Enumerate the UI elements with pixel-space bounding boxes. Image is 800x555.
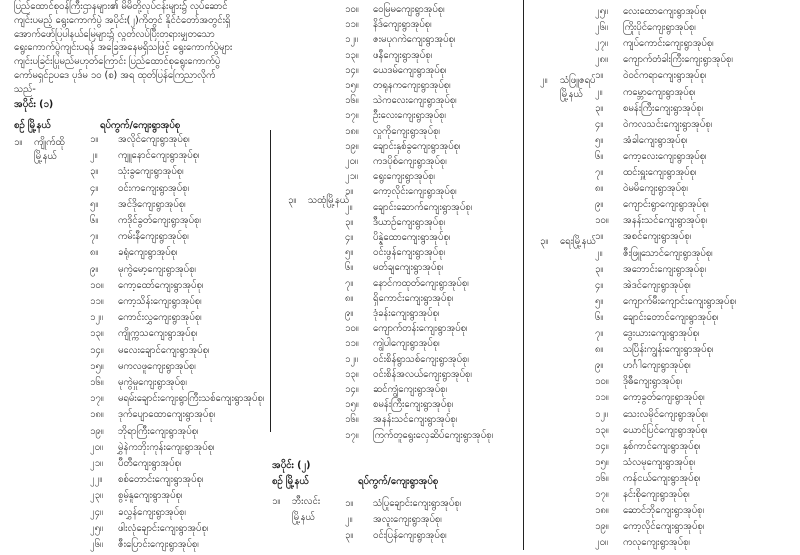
item-number: ၁။ — [345, 498, 354, 509]
item-label: ကဒိုင်ခွတ်ကျေးရွာအုပ်စု၊ — [118, 215, 201, 226]
item-number: ၇။ — [595, 167, 604, 178]
part2-heading: အပိုင်း (၂) — [272, 460, 311, 471]
item-number: ၁၄။ — [595, 440, 609, 452]
item-label: အင်ဒိုကျေးရွာအုပ်စု၊ — [118, 198, 186, 210]
item-number: ၂။ — [345, 514, 353, 525]
item-label: ကော့လိုင်းကျေးရွာအုပ်စု၊ — [373, 186, 457, 198]
item-label: အနန်းသင်ကျေးရွာအုပ်စု၊ — [623, 215, 708, 227]
item-label: ကော့လိုင်ကျေးရွာအုပ်စု၊ — [623, 521, 705, 533]
item-number: ၂၆။ — [90, 539, 103, 550]
item-number: ၁၀။ — [90, 279, 104, 291]
item-label: မတ်ချကျေးရွာအုပ်စု၊ — [373, 262, 444, 274]
item-number: ၁၄။ — [345, 384, 359, 395]
item-number: ၁၀။ — [345, 323, 359, 335]
item-number: ၄။ — [595, 279, 604, 291]
item-number: ၈။ — [90, 247, 99, 259]
item-number: ၃။ — [595, 102, 604, 114]
item-label: မလေးချောင်ကျေးရွာအုပ်စု၊ — [118, 344, 210, 356]
item-number: ၁၀။ — [595, 215, 609, 227]
item-number: ၆။ — [595, 150, 604, 162]
item-label: စမန်းကြီးကျေးရွာအုပ်စု၊ — [623, 102, 704, 114]
item-number: ၇။ — [345, 277, 354, 289]
item-number: ၃။ — [345, 530, 354, 541]
township-p2-suffix: မြို့နယ် — [292, 512, 315, 523]
list-item — [595, 533, 690, 553]
item-number: ၁။ — [595, 70, 604, 82]
township-3-name: သံဖြူဇရပ် — [560, 75, 596, 86]
item-label: ဝင်းကကျေးရွာအုပ်စု၊ — [118, 182, 190, 194]
item-number: ၁၄။ — [345, 64, 359, 76]
item-label: သံပြုချောင်းကျေးရွာအုပ်စု၊ — [373, 498, 462, 509]
item-number: ၆။ — [345, 262, 354, 274]
item-label: ကျောက်တန်းကျေးရွာအုပ်စု၊ — [373, 323, 468, 335]
item-number: ၁။ — [595, 231, 604, 243]
item-number: ၈။ — [595, 183, 604, 195]
item-label: ဒုံခန်းကျေးရွာအုပ်စု၊ — [373, 308, 440, 319]
item-label: ဟင်္ဂါကျေးရွာအုပ်စု၊ — [623, 360, 691, 372]
item-number: ၂။ — [595, 247, 603, 259]
item-number: ၅။ — [595, 134, 604, 146]
item-label: ကျပ်ကောင်းကျေးရွာအုပ်စု၊ — [623, 38, 714, 50]
item-number: ၈။ — [345, 292, 354, 304]
item-number: ၁၂။ — [595, 408, 608, 420]
item-label: ချောင်းနှစ်ခွကျေးရွာအုပ်စု၊ — [373, 140, 461, 152]
item-label: ကော့ထော်ကျေးရွာအုပ်စု၊ — [118, 279, 204, 291]
item-number: ၂၁။ — [90, 458, 103, 469]
item-number: ၃။ — [90, 166, 99, 178]
item-number: ၂။ — [345, 201, 353, 213]
item-label: နင်းစိုကျေးရွာအုပ်စု၊ — [623, 489, 690, 500]
item-label: ကမ္ဘောကျေးရွာအုပ်စု၊ — [623, 86, 696, 98]
item-label: ဒွေးယားကျေးရွာအုပ်စု၊ — [623, 328, 700, 339]
intro-line: ကော်မရှင်ဥပဒေ ပုဒ်မ ၁၀ (စ) အရ ထုတ်ပြန်ကြေညာလိုက် — [14, 69, 216, 81]
township-1-suffix: မြို့နယ် — [34, 151, 57, 162]
item-label: နောင်ကထုတ်ကျေးရွာအုပ်စု၊ — [373, 277, 469, 289]
item-number: ၁၂။ — [345, 34, 358, 46]
item-label: ဝင်းဖွန်ကျေးရွာအုပ်စု၊ — [373, 247, 446, 259]
item-label: နှစ်ကာင်ကျေးရွာအုပ်စု၊ — [623, 440, 701, 452]
item-number: ၁၁။ — [345, 338, 359, 350]
item-number: ၆။ — [595, 311, 604, 323]
item-number: ၅။ — [90, 198, 99, 210]
part1-heading: အပိုင်း (၁) — [14, 99, 54, 110]
item-number: ၁၃။ — [90, 328, 104, 340]
township-4-name: ရေးမြို့နယ် — [560, 236, 596, 247]
item-number: ၁။ — [345, 186, 354, 198]
item-label: ဒီယာဉ်ကျေးရွာအုပ်စု၊ — [373, 216, 446, 228]
intro-line: ကျင်းပခြင်းပြုမည်မဟုတ်ကြောင်း ပြည်ထောင်စုရွေးကောက်ပွဲ — [14, 56, 221, 68]
item-number: ၁၁။ — [595, 392, 609, 404]
item-label: ဝဲမမိကျေးရွာအုပ်စု၊ — [623, 183, 688, 195]
item-number: ၆။ — [90, 215, 99, 226]
item-label: ကြိုးပိုင်ကျေးရွာအုပ်စု၊ — [623, 22, 696, 34]
item-label: စွမ့်နူကျေးရွာအုပ်စု၊ — [118, 490, 183, 502]
item-number: ၂၀။ — [90, 441, 103, 453]
item-label: စစ်တောင်းကျေးရွာအုပ်စု၊ — [118, 474, 204, 486]
item-label: ထင်းရှူးကျေးရွာအုပ်စု၊ — [623, 167, 697, 178]
item-label: ကောင်းလွှကျေးရွာအုပ်စု၊ — [118, 312, 202, 324]
item-number: ၁၆။ — [90, 377, 104, 388]
item-label: ဆောင်ဘိုကျေးရွာအုပ်စု၊ — [623, 505, 705, 517]
item-number: ၁၉။ — [595, 521, 609, 533]
item-label: အလူးကျေးရွာအုပ်စု၊ — [373, 514, 442, 525]
item-label: ရွေးကျေးရွာအုပ်စု၊ — [373, 171, 435, 183]
item-number: ၁၆။ — [345, 95, 359, 107]
item-number: ၁၈။ — [90, 409, 104, 421]
item-number: ၁။ — [90, 134, 99, 145]
item-label: အနန်းသင်ကျေးရွာအုပ်စု၊ — [373, 414, 458, 426]
item-number: ၁၃။ — [345, 49, 359, 61]
item-label: မုကွဲမော့ကျေးရွာအုပ်စု၊ — [118, 263, 196, 275]
township-1-number: ၁။ — [14, 137, 23, 148]
item-number: ၁၅။ — [345, 80, 359, 91]
item-number: ၁၈။ — [345, 125, 359, 137]
item-label: ချောင်းဆောက်ကျေးရွာအုပ်စု၊ — [373, 201, 473, 213]
item-number: ၂၅။ — [90, 522, 103, 534]
item-number: ၄။ — [345, 232, 354, 243]
item-label: သဲကလေးကျေးရွာအုပ်စု၊ — [373, 95, 457, 107]
item-label: ဇီးပြောင်းကျေးရွာအုပ်စု၊ — [118, 539, 199, 550]
item-number: ၂၆။ — [595, 22, 608, 34]
item-number: ၂။ — [90, 150, 98, 162]
item-label: ကော့လေးကျေးရွာအုပ်စု၊ — [623, 150, 707, 162]
item-label: ဆင်ကျွံကျေးရွာအုပ်စု၊ — [373, 384, 447, 395]
item-label: ကဒပိုစ်ကျေးရွာအုပ်စု၊ — [373, 156, 447, 167]
item-label: နိဒ်ကျေးရွာအုပ်စု၊ — [373, 19, 432, 31]
item-number: ၁၂။ — [90, 312, 103, 324]
item-number: ၂၇။ — [595, 38, 608, 50]
item-number: ၉။ — [90, 263, 99, 275]
item-label: စမန်းကြီးကျေးရွာအုပ်စု၊ — [373, 399, 454, 411]
item-label: ချောင်းတောင်ကျေးရွာအုပ်စု၊ — [623, 311, 719, 323]
township-4-number: ၃။ — [540, 236, 549, 247]
township-2-number: ၃။ — [288, 195, 297, 206]
item-number: ၉။ — [345, 308, 354, 319]
item-label: လေးထောကျေးရွာအုပ်စု၊ — [623, 6, 707, 17]
item-label: ကျိုက္ကသကျေးရွာအုပ်စု၊ — [118, 328, 198, 340]
item-label: မကလဖူကျေးရွာအုပ်စု၊ — [118, 360, 196, 372]
item-label: ဖနီကျေးရွာအုပ်စု၊ — [373, 49, 433, 61]
item-label: ကျောက်မီးကျောင်းကျေးရွာအုပ်စု၊ — [623, 295, 737, 307]
item-label: ကျောက်တံခါးကြီးကျေးရွာအုပ်စု၊ — [623, 54, 733, 66]
item-label: အလိုင်ကျေးရွာအုပ်စု၊ — [118, 134, 190, 145]
item-number: ၁၆။ — [595, 472, 609, 484]
item-number: ၁၃။ — [345, 368, 359, 380]
item-label: ပီတီကျေးရွာအုပ်စု၊ — [118, 458, 182, 469]
item-label: ဝင်းပြန်ကျေးရွာအုပ်စု၊ — [373, 530, 447, 541]
item-number: ၁၇။ — [595, 489, 609, 500]
item-label: ဘိုရာကြီးကျေးရွာအုပ်စု၊ — [118, 425, 199, 437]
item-number: ၇။ — [595, 328, 604, 339]
item-number: ၁၈။ — [595, 505, 609, 517]
item-number: ၉။ — [595, 199, 604, 211]
item-label: သံလမုကျေးရွာအုပ်စု၊ — [623, 456, 696, 468]
item-number: ၅။ — [345, 247, 354, 259]
item-label: လှုကိုကျေးရွာအုပ်စု၊ — [373, 125, 440, 137]
item-number: ၁၇။ — [345, 429, 359, 441]
part2-col-ward: ရပ်ကွက်/ကျေးရွာအုပ်စု — [358, 476, 439, 487]
item-number: ၂၀။ — [595, 537, 608, 549]
item-label: သေးလမိုင်ကျေးရွာအုပ်စု၊ — [623, 408, 708, 420]
list-item — [345, 426, 493, 446]
item-number: ၂။ — [595, 86, 603, 98]
item-number: ၁၇။ — [90, 393, 104, 405]
part2-col-township: စဉ် မြို့နယ် — [272, 476, 309, 487]
intro-line: ရွေးကောက်ပွဲကျင်းပရန် အခြေအနေမရှိသဖြင့် ရွေးကောက်ပွဲများ — [14, 42, 233, 54]
item-number: ၂၂။ — [90, 474, 103, 486]
item-number: ၂၀။ — [345, 156, 358, 167]
item-number: ၃။ — [345, 216, 354, 228]
list-item — [90, 535, 199, 555]
item-label: အဲဒင်ကျေးရွာအုပ်စု၊ — [623, 279, 691, 291]
township-2-name: သထုံမြို့နယ် — [308, 195, 349, 206]
item-label: ရှိကောင်းကျေးရွာအုပ်စု၊ — [373, 292, 454, 304]
item-number: ၂၁။ — [345, 171, 358, 183]
item-label: ဝဲကလသင်းကျေးရွာအုပ်စု၊ — [623, 118, 713, 130]
item-label: ယောင်ပြင်ကျေးရွာအုပ်စု၊ — [623, 424, 708, 436]
item-label: ယေဒမ်ကျေးရွာအုပ်စု၊ — [373, 64, 447, 76]
item-label: ဒိုဓီကျေးရွာအုပ်စု၊ — [623, 376, 683, 388]
intro-line: ကျင်းပမည့် ရွေးကောက်ပွဲ အပိုင်း(၂)ကိုတွင် နိုင်ငံတော်အတွင်းရှိ — [14, 14, 231, 26]
item-label: မရမ်းချောင်းကျေးရွာကြီးသစ်ကျေးရွာအုပ်စု၊ — [118, 393, 265, 405]
item-label: အစင်ကျေးရွာအုပ်စု၊ — [623, 231, 692, 243]
item-label: ကျွဲပါကျေးရွာအုပ်စု၊ — [373, 338, 440, 350]
intro-line: အောက်ဖော်ပြပါနယ်မြေများ၌ လွတ်လပ်ပြီးတရားမျှတသော — [14, 28, 215, 40]
item-label: ပိန္နဲထောကျေးရွာအုပ်စု၊ — [373, 232, 451, 243]
item-number: ၄။ — [90, 182, 99, 194]
item-label: ခရုံကျေးရွာအုပ်စု၊ — [118, 247, 178, 259]
item-number: ၁၀။ — [595, 376, 609, 388]
item-label: အဘောင်းကျေးရွာအုပ်စု၊ — [623, 263, 706, 275]
item-label: ကလုကျေးရွာအုပ်စု၊ — [623, 537, 690, 549]
column-divider-2 — [523, 0, 524, 550]
township-p2-number: ၁။ — [272, 496, 281, 507]
item-number: ၂၃။ — [90, 490, 103, 502]
item-number: ၁၁။ — [90, 296, 104, 307]
item-number: ၃။ — [595, 263, 604, 275]
item-number: ၉။ — [595, 360, 604, 372]
item-number: ၄။ — [595, 118, 604, 130]
list-item — [345, 526, 447, 546]
item-label: သုံးခွကျေးရွာအုပ်စု၊ — [118, 166, 184, 178]
item-label: ခလွှန်ကျေးရွာအုပ်စု၊ — [118, 506, 186, 518]
item-label: ဇးမပုဂကဲကျေးရွာအုပ်စု၊ — [373, 34, 456, 46]
item-label: ကျူနောင်ကျေးရွာအုပ်စု၊ — [118, 150, 200, 162]
item-number: ၁၅။ — [90, 360, 104, 372]
item-number: ၁၃။ — [595, 424, 609, 436]
item-number: ၂၈။ — [595, 54, 608, 66]
column-divider-1 — [270, 130, 271, 432]
item-label: ကန်ငယ်ကျေးရွာအုပ်စု၊ — [623, 472, 701, 484]
township-1-name: ကျိုက်ထို — [34, 137, 65, 148]
item-label: ဝင်းစိန်အလယ်ကျေးရွာအုပ်စု၊ — [373, 368, 472, 380]
item-number: ၂၅။ — [595, 6, 608, 17]
item-label: ဝင်းစိန်ရွာသစ်ကျေးရွာအုပ်စု၊ — [373, 353, 469, 365]
part1-col-township: စဉ် မြို့နယ် — [14, 120, 51, 131]
intro-line: ပြည်ထောင်စုဝန်ကြီးဌာနများ၏ မိမိတို့လုပ်ငန်းများ၌ လုပ်ဆောင် — [14, 1, 228, 12]
township-3-suffix: မြို့နယ် — [560, 89, 583, 100]
intro-line: သည်- — [14, 83, 36, 95]
item-label: ကမ်းနီကျေးရွာအုပ်စု၊ — [118, 231, 189, 243]
item-label: ကြက်တူရွေးလှေဆိပ်ကျေးရွာအုပ်စု၊ — [373, 429, 494, 441]
item-number: ၇။ — [90, 231, 99, 243]
item-number: ၁၄။ — [90, 344, 104, 356]
item-label: ကော့သိန်းကျေးရွာအုပ်စု၊ — [118, 296, 202, 307]
item-label: ကော့ခွတ်ကျေးရွာအုပ်စု၊ — [623, 392, 705, 404]
item-number: ၁၉။ — [90, 425, 104, 437]
item-label: ကျောင်းရွာကျေးရွာအုပ်စု၊ — [623, 199, 709, 211]
item-label: ဝဲဝင်ကရာကျေးရွာအုပ်စု၊ — [623, 70, 707, 82]
item-number: ၈။ — [595, 344, 604, 356]
item-number: ၂၄။ — [90, 506, 103, 518]
item-number: ၁၀။ — [345, 4, 359, 15]
item-label: မွှဲနဲကဘိုးကုန်းကျေးရွာအုပ်စု၊ — [118, 441, 215, 453]
item-number: ၁၁။ — [345, 19, 359, 31]
item-label: မုကွဲမှုကျေးရွာအုပ်စု၊ — [118, 377, 187, 388]
item-number: ၅။ — [595, 295, 604, 307]
part1-col-ward: ရပ်ကွက်/ကျေးရွာအုပ်စု — [100, 120, 181, 131]
item-label: ဝေမြမကျေးရွာအုပ်စု၊ — [373, 4, 445, 15]
township-3-number: ၂။ — [540, 75, 548, 86]
intro-paragraph — [14, 0, 264, 97]
item-label: ဦးလေးကျေးရွာအုပ်စု၊ — [373, 110, 446, 122]
item-number: ၁၅။ — [345, 399, 359, 411]
item-number: ၁၆။ — [345, 414, 359, 426]
item-label: အံခါကျေးရွာအုပ်စု၊ — [623, 134, 688, 146]
item-label: ဒုက်ပျောထောကျေးရွာအုပ်စု၊ — [118, 409, 216, 421]
item-label: ဇီးဖြူသောင်ကျေးရွာအုပ်စု၊ — [623, 247, 713, 259]
item-number: ၁၇။ — [345, 110, 359, 122]
item-number: ၁၂။ — [345, 353, 358, 365]
item-label: သပြိန်းကျွန်းကျေးရွာအုပ်စု၊ — [623, 344, 714, 356]
township-p2-name: ဘီးလင်း — [292, 496, 321, 507]
item-number: ၁၅။ — [595, 456, 609, 468]
item-label: တရုနကကျေးရွာအုပ်စု၊ — [373, 80, 451, 91]
item-number: ၁၉။ — [345, 140, 359, 152]
item-label: ဖါးလုံချောင်းကျေးရွာအုပ်စု၊ — [118, 522, 209, 534]
